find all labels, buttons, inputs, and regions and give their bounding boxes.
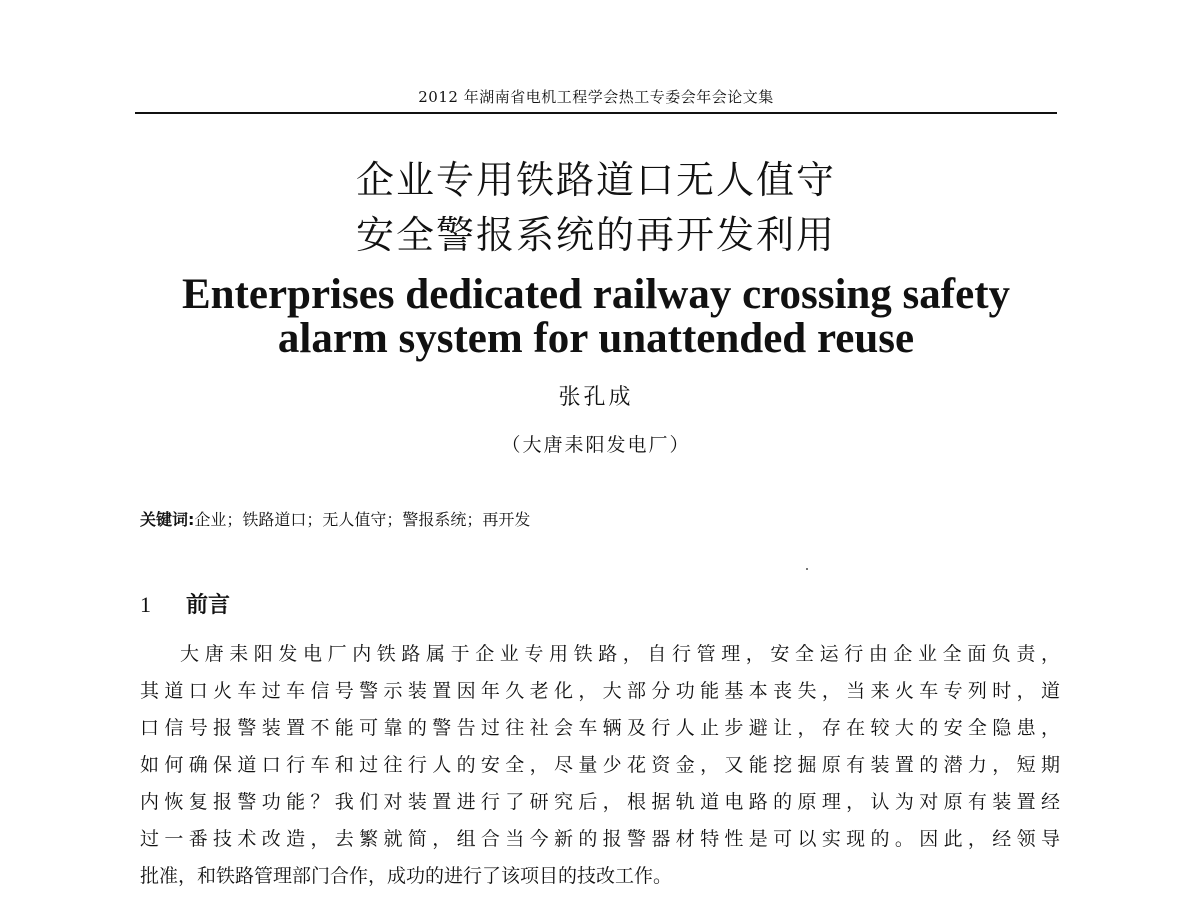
scan-speck <box>806 568 808 570</box>
title-zh-line-2: 安全警报系统的再开发利用 <box>355 213 836 257</box>
title-en-line-1: Enterprises dedicated railway crossing safety <box>181 271 1011 318</box>
section-number: 1 <box>140 592 151 617</box>
paragraph-line: 如何确保道口行车和过往行人的安全，尽量少花资金，又能挖掘原有装置的潜力，短期 <box>140 754 1060 776</box>
author-affiliation: （大唐耒阳发电厂） <box>501 434 691 456</box>
title-zh-line-1: 企业专用铁路道口无人值守 <box>355 158 836 202</box>
paragraph-line: 大唐耒阳发电厂内铁路属于企业专用铁路，自行管理，安全运行由企业全面负责， <box>180 643 1060 665</box>
paragraph-line: 口信号报警装置不能可靠的警告过往社会车辆及行人止步避让，存在较大的安全隐患， <box>140 717 1060 739</box>
paragraph-line: 批准，和铁路管理部门合作，成功的进行了该项目的技改工作。 <box>140 865 673 887</box>
keywords-label: 关键词: <box>140 510 195 529</box>
section-heading <box>140 588 230 619</box>
paragraph-line: 内恢复报警功能？我们对装置进行了研究后，根据轨道电路的原理，认为对原有装置经 <box>140 791 1060 813</box>
header-rule <box>135 112 1057 114</box>
keywords-text: 企业；铁路道口；无人值守；警报系统；再开发 <box>194 510 531 529</box>
running-header: 2012 年湖南省电机工程学会热工专委会年会论文集 <box>418 88 774 106</box>
paragraph-line: 其道口火车过车信号警示装置因年久老化，大部分功能基本丧失，当来火车专列时，道 <box>140 680 1060 702</box>
paragraph-line: 过一番技术改造，去繁就简，组合当今新的报警器材特性是可以实现的。因此，经领导 <box>140 828 1060 850</box>
body-paragraph <box>140 636 1060 895</box>
section-title: 前言 <box>186 593 231 618</box>
title-en-line-2: alarm system for unattended reuse <box>277 315 915 362</box>
author-name: 张孔成 <box>558 385 634 410</box>
keywords <box>140 507 530 530</box>
